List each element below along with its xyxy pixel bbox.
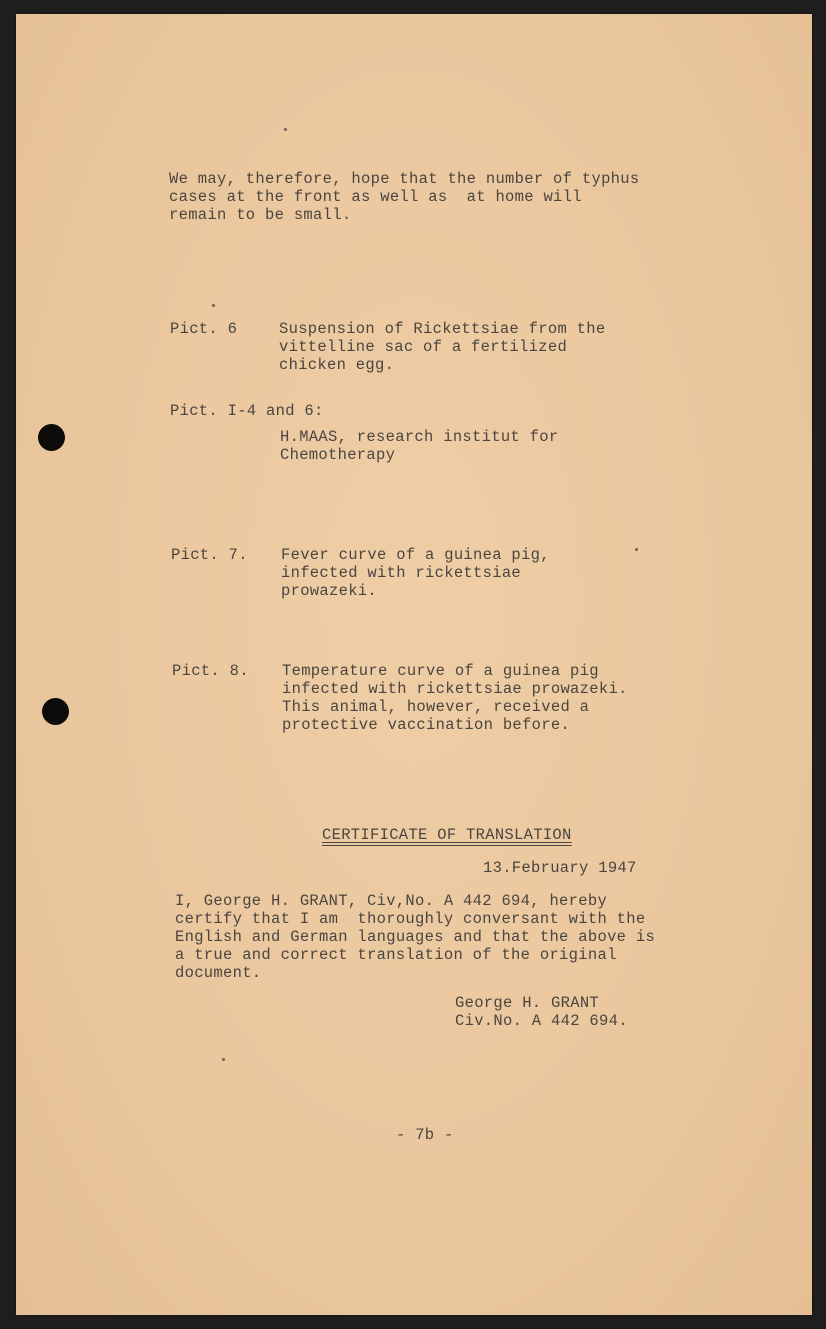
caption-line: This animal, however, received a [282, 698, 590, 716]
caption-line: chicken egg. [279, 356, 395, 374]
signature-name: George H. GRANT [455, 994, 600, 1012]
credit-label: Pict. I-4 and 6: [170, 402, 324, 420]
paper-speck [284, 128, 287, 131]
intro-line: cases at the front as well as at home will [169, 188, 582, 206]
signature-civ-number: Civ.No. A 442 694. [455, 1012, 628, 1030]
caption-label: Pict. 6 [170, 320, 238, 338]
certificate-body-line: document. [175, 964, 262, 982]
caption-line: vittelline sac of a fertilized [279, 338, 568, 356]
credit-line: H.MAAS, research institut for [280, 428, 559, 446]
certificate-title: CERTIFICATE OF TRANSLATION [322, 826, 572, 844]
certificate-body-line: I, George H. GRANT, Civ,No. A 442 694, hereby [175, 892, 608, 910]
caption-line: Suspension of Rickettsiae from the [279, 320, 606, 338]
caption-line: Fever curve of a guinea pig, [281, 546, 550, 564]
paper-speck [212, 304, 215, 307]
certificate-body-line: certify that I am thoroughly conversant with the [175, 910, 646, 928]
certificate-body-line: a true and correct translation of the original [175, 946, 617, 964]
certificate-body-line: English and German languages and that the above is [175, 928, 656, 946]
paper-speck [635, 548, 638, 551]
document-page [16, 14, 812, 1315]
punch-hole-top [38, 424, 65, 451]
caption-label: Pict. 8. [172, 662, 249, 680]
paper-speck [222, 1058, 225, 1061]
credit-line: Chemotherapy [280, 446, 396, 464]
page-number: - 7b - [396, 1126, 454, 1144]
certificate-date: 13.February 1947 [483, 859, 637, 877]
caption-line: infected with rickettsiae [281, 564, 522, 582]
caption-line: prowazeki. [281, 582, 378, 600]
intro-line: We may, therefore, hope that the number of typhus [169, 170, 640, 188]
caption-line: protective vaccination before. [282, 716, 571, 734]
caption-label: Pict. 7. [171, 546, 248, 564]
intro-line: remain to be small. [169, 206, 352, 224]
punch-hole-bottom [42, 698, 69, 725]
caption-line: Temperature curve of a guinea pig [282, 662, 599, 680]
caption-line: infected with rickettsiae prowazeki. [282, 680, 628, 698]
